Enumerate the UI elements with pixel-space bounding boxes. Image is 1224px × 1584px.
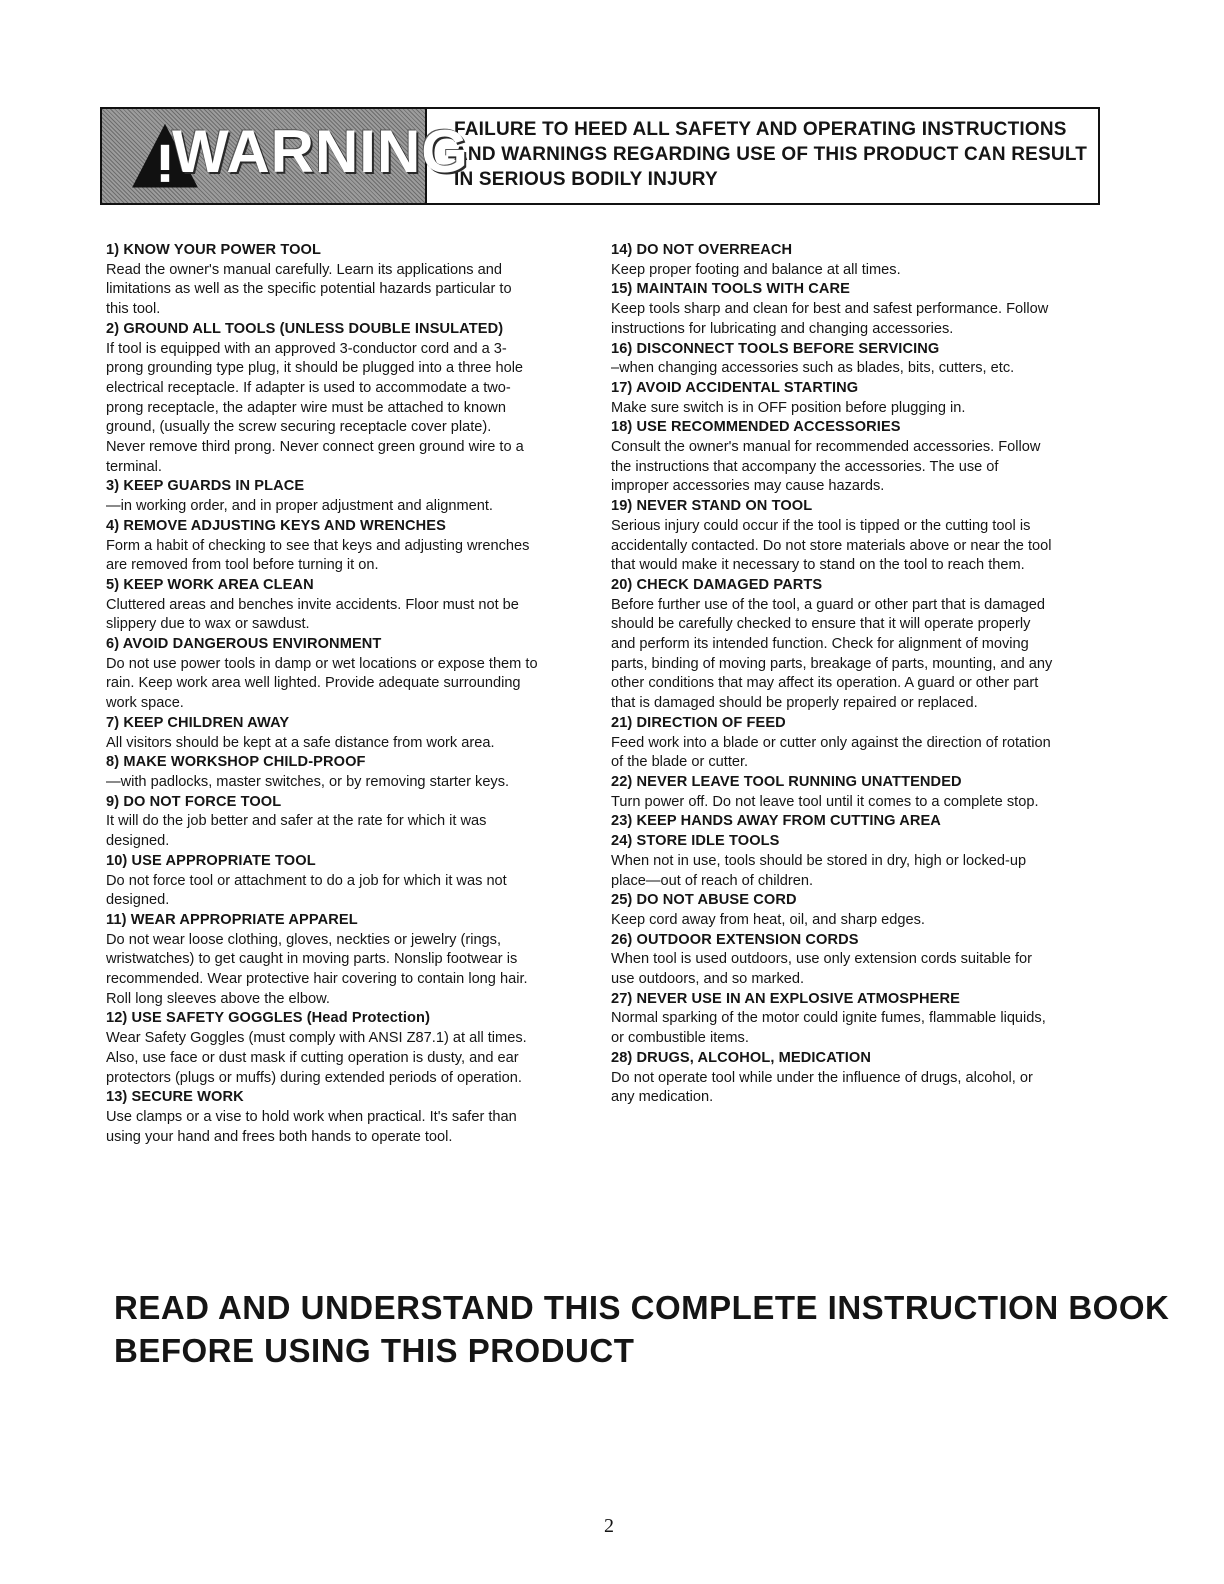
- safety-rule-text: Do not force tool or attachment to do a job for which it was not: [106, 872, 507, 889]
- safety-rule-text: or combustible items.: [611, 1030, 749, 1047]
- safety-rule-text: improper accessories may cause hazards.: [611, 478, 885, 495]
- safety-rule-text: should be carefully checked to ensure that it will operate properly: [611, 616, 1031, 633]
- safety-rule: [106, 1088, 586, 1147]
- safety-rule-text: accidentally contacted. Do not store materials above or near the tool: [611, 537, 1052, 554]
- safety-rule-title: 14) DO NOT OVERREACH: [611, 242, 793, 258]
- safety-rule-title: 6) AVOID DANGEROUS ENVIRONMENT: [106, 636, 382, 653]
- safety-rule-text: and perform its intended function. Check for alignment of moving: [611, 636, 1029, 653]
- safety-rule-text: wristwatches) to get caught in moving parts. Nonslip footwear is: [106, 951, 518, 968]
- warning-banner: [100, 107, 1100, 205]
- safety-rule-text: rain. Keep work area well lighted. Provide adequate surrounding: [106, 675, 521, 692]
- safety-rule-title: 11) WEAR APPROPRIATE APPAREL: [106, 911, 358, 928]
- safety-rule-title: 25) DO NOT ABUSE CORD: [611, 892, 797, 909]
- safety-rule-title: 28) DRUGS, ALCOHOL, MEDICATION: [611, 1049, 872, 1066]
- footer-heading: [114, 1286, 1169, 1372]
- footer-line: READ AND UNDERSTAND THIS COMPLETE INSTRUCTION BOOK: [114, 1289, 1170, 1326]
- safety-rule-text: any medication.: [611, 1089, 714, 1106]
- safety-rule-text: Consult the owner's manual for recommended accessories. Follow: [611, 439, 1041, 456]
- safety-rule: [611, 418, 1106, 497]
- safety-rule-title: 16) DISCONNECT TOOLS BEFORE SERVICING: [611, 340, 940, 357]
- safety-rule-text: Also, use face or dust mask if cutting operation is dusty, and ear: [106, 1049, 519, 1066]
- safety-rule-text: the instructions that accompany the accessories. The use of: [611, 458, 999, 475]
- safety-rule: [106, 714, 586, 753]
- safety-rule-title: 23) KEEP HANDS AWAY FROM CUTTING AREA: [611, 813, 941, 830]
- safety-rule-text: Do not wear loose clothing, gloves, neckties or jewelry (rings,: [106, 931, 502, 948]
- safety-rule: [611, 280, 1106, 339]
- safety-rule: [611, 241, 1106, 280]
- safety-rule: [106, 320, 586, 478]
- safety-rule-title: 13) SECURE WORK: [106, 1089, 244, 1106]
- safety-rule-title: 22) NEVER LEAVE TOOL RUNNING UNATTENDED: [611, 773, 962, 790]
- safety-rule-text: that would make it necessary to stand on the tool to reach them.: [611, 557, 1025, 574]
- safety-rule-text: Use clamps or a vise to hold work when practical. It's safer than: [106, 1108, 517, 1125]
- safety-rule: [106, 793, 586, 852]
- safety-rule-title: 20) CHECK DAMAGED PARTS: [611, 576, 823, 593]
- safety-rule-title: 10) USE APPROPRIATE TOOL: [106, 852, 316, 869]
- safety-rule-text: Do not operate tool while under the influence of drugs, alcohol, or: [611, 1069, 1033, 1086]
- safety-rule-title: 17) AVOID ACCIDENTAL STARTING: [611, 379, 859, 396]
- safety-rule: [611, 576, 1106, 714]
- safety-rule-text: –when changing accessories such as blades, bits, cutters, etc.: [611, 360, 1015, 377]
- safety-rule-text: parts, binding of moving parts, breakage of parts, mounting, and any: [611, 655, 1053, 672]
- safety-rule-title: 5) KEEP WORK AREA CLEAN: [106, 576, 314, 593]
- safety-rule: [611, 812, 1106, 832]
- safety-rule: [611, 990, 1106, 1049]
- right-column: [611, 241, 1106, 1108]
- page-number: 2: [604, 1515, 614, 1537]
- safety-rule: [611, 497, 1106, 576]
- safety-rule: [106, 911, 586, 1010]
- safety-rule-title: 15) MAINTAIN TOOLS WITH CARE: [611, 281, 850, 298]
- safety-rule: [106, 517, 586, 576]
- safety-rule-text: of the blade or cutter.: [611, 754, 749, 771]
- warning-badge: [102, 109, 469, 203]
- safety-rule: [611, 379, 1106, 418]
- safety-rule-title: 2) GROUND ALL TOOLS (UNLESS DOUBLE INSULATED): [106, 320, 504, 337]
- safety-rule-text: slippery due to wax or sawdust.: [106, 616, 310, 633]
- left-column: [106, 241, 586, 1147]
- safety-rule-title: 7) KEEP CHILDREN AWAY: [106, 714, 290, 731]
- safety-rule-title: 24) STORE IDLE TOOLS: [611, 833, 780, 850]
- safety-rule-title: 26) OUTDOOR EXTENSION CORDS: [611, 931, 859, 948]
- warning-line: IN SERIOUS BODILY INJURY: [454, 169, 718, 190]
- safety-rule-text: Keep cord away from heat, oil, and sharp edges.: [611, 911, 925, 928]
- safety-rule-text: All visitors should be kept at a safe distance from work area.: [106, 734, 495, 751]
- safety-rule-text: prong receptacle, the adapter wire must be attached to known: [106, 399, 506, 416]
- safety-rule: [611, 340, 1106, 379]
- safety-rule-text: Make sure switch is in OFF position before plugging in.: [611, 399, 966, 416]
- safety-rule-text: It will do the job better and safer at the rate for which it was: [106, 813, 487, 830]
- safety-rule: [611, 891, 1106, 930]
- safety-rule-text: other conditions that may affect its operation. A guard or other part: [611, 675, 1039, 692]
- safety-rule: [106, 241, 586, 320]
- warning-word: WARNING: [172, 118, 469, 185]
- safety-rule: [611, 1049, 1106, 1108]
- safety-rule-text: Roll long sleeves above the elbow.: [106, 990, 330, 1007]
- safety-rule-text: use outdoors, and so marked.: [611, 971, 805, 988]
- safety-rule-title: 18) USE RECOMMENDED ACCESSORIES: [611, 419, 901, 436]
- safety-rule: [106, 576, 586, 635]
- safety-rule-text: prong grounding type plug, it should be plugged into a three hole: [106, 360, 524, 377]
- safety-rule-text: When not in use, tools should be stored in dry, high or locked-up: [611, 852, 1027, 869]
- safety-rule-text: Serious injury could occur if the tool is tipped or the cutting tool is: [611, 517, 1031, 534]
- warning-line: AND WARNINGS REGARDING USE OF THIS PRODUCT CAN RESULT: [454, 144, 1088, 165]
- safety-rule-text: electrical receptacle. If adapter is used to accommodate a two-: [106, 379, 511, 396]
- safety-rule-text: instructions for lubricating and changing accessories.: [611, 320, 954, 337]
- warning-message: [427, 109, 1098, 203]
- safety-rule: [106, 1009, 586, 1088]
- safety-rule-text: —with padlocks, master switches, or by removing starter keys.: [106, 773, 510, 790]
- safety-rule-text: work space.: [106, 695, 184, 712]
- safety-rule: [611, 773, 1106, 812]
- safety-rule-text: this tool.: [106, 301, 161, 318]
- safety-rule-text: place—out of reach of children.: [611, 872, 813, 889]
- safety-rule-text: Form a habit of checking to see that keys and adjusting wrenches: [106, 537, 530, 554]
- safety-rule: [611, 832, 1106, 891]
- safety-rule-text: are removed from tool before turning it on.: [106, 557, 379, 574]
- safety-rule-text: designed.: [106, 892, 170, 909]
- safety-rule-text: Never remove third prong. Never connect green ground wire to a: [106, 439, 524, 456]
- safety-rule: [106, 477, 586, 516]
- safety-rule-text: terminal.: [106, 458, 162, 475]
- safety-rule-title: 12) USE SAFETY GOGGLES (Head Protection): [106, 1010, 431, 1027]
- safety-rule-title: 9) DO NOT FORCE TOOL: [106, 793, 282, 810]
- safety-rule-title: 27) NEVER USE IN AN EXPLOSIVE ATMOSPHERE: [611, 990, 960, 1007]
- footer-line: BEFORE USING THIS PRODUCT: [114, 1332, 635, 1369]
- safety-rule-text: Cluttered areas and benches invite accidents. Floor must not be: [106, 596, 519, 613]
- safety-rule-text: Keep tools sharp and clean for best and safest performance. Follow: [611, 301, 1049, 318]
- safety-rule-title: 1) KNOW YOUR POWER TOOL: [106, 242, 321, 258]
- safety-rule-title: 3) KEEP GUARDS IN PLACE: [106, 478, 305, 495]
- safety-rule-text: —in working order, and in proper adjustment and alignment.: [106, 498, 493, 515]
- safety-rule-text: If tool is equipped with an approved 3-conductor cord and a 3-: [106, 340, 507, 357]
- safety-rule-text: protectors (plugs or muffs) during extended periods of operation.: [106, 1069, 522, 1086]
- safety-rule: [106, 852, 586, 911]
- safety-rule-text: Keep proper footing and balance at all times.: [611, 261, 901, 278]
- safety-rule-text: Wear Safety Goggles (must comply with ANSI Z87.1) at all times.: [106, 1030, 527, 1047]
- safety-rule-text: limitations as well as the specific potential hazards particular to: [106, 281, 512, 298]
- safety-rule: [106, 753, 586, 792]
- safety-rule-text: Before further use of the tool, a guard or other part that is damaged: [611, 596, 1046, 613]
- safety-rule-text: recommended. Wear protective hair covering to contain long hair.: [106, 971, 528, 988]
- safety-rule-text: Feed work into a blade or cutter only against the direction of rotation: [611, 734, 1051, 751]
- safety-rule-text: that is damaged should be properly repaired or replaced.: [611, 695, 978, 712]
- safety-rule-text: using your hand and frees both hands to operate tool.: [106, 1128, 453, 1145]
- safety-rule: [106, 635, 586, 714]
- safety-rule-title: 21) DIRECTION OF FEED: [611, 714, 786, 731]
- safety-rule-text: ground, (usually the screw securing receptacle cover plate).: [106, 419, 492, 436]
- safety-rule-text: Normal sparking of the motor could ignite fumes, flammable liquids,: [611, 1010, 1046, 1027]
- safety-rule: [611, 714, 1106, 773]
- warning-line: FAILURE TO HEED ALL SAFETY AND OPERATING INSTRUCTIONS: [454, 119, 1067, 140]
- safety-rule-title: 19) NEVER STAND ON TOOL: [611, 498, 813, 515]
- safety-rule-text: designed.: [106, 833, 170, 850]
- safety-rule-text: When tool is used outdoors, use only extension cords suitable for: [611, 951, 1033, 968]
- safety-rule-text: Read the owner's manual carefully. Learn its applications and: [106, 261, 502, 278]
- safety-rule-title: 4) REMOVE ADJUSTING KEYS AND WRENCHES: [106, 517, 446, 534]
- safety-rule: [611, 931, 1106, 990]
- safety-rule-text: Do not use power tools in damp or wet locations or expose them to: [106, 655, 538, 672]
- safety-rule-text: Turn power off. Do not leave tool until it comes to a complete stop.: [611, 793, 1039, 810]
- safety-rule-title: 8) MAKE WORKSHOP CHILD-PROOF: [106, 754, 366, 771]
